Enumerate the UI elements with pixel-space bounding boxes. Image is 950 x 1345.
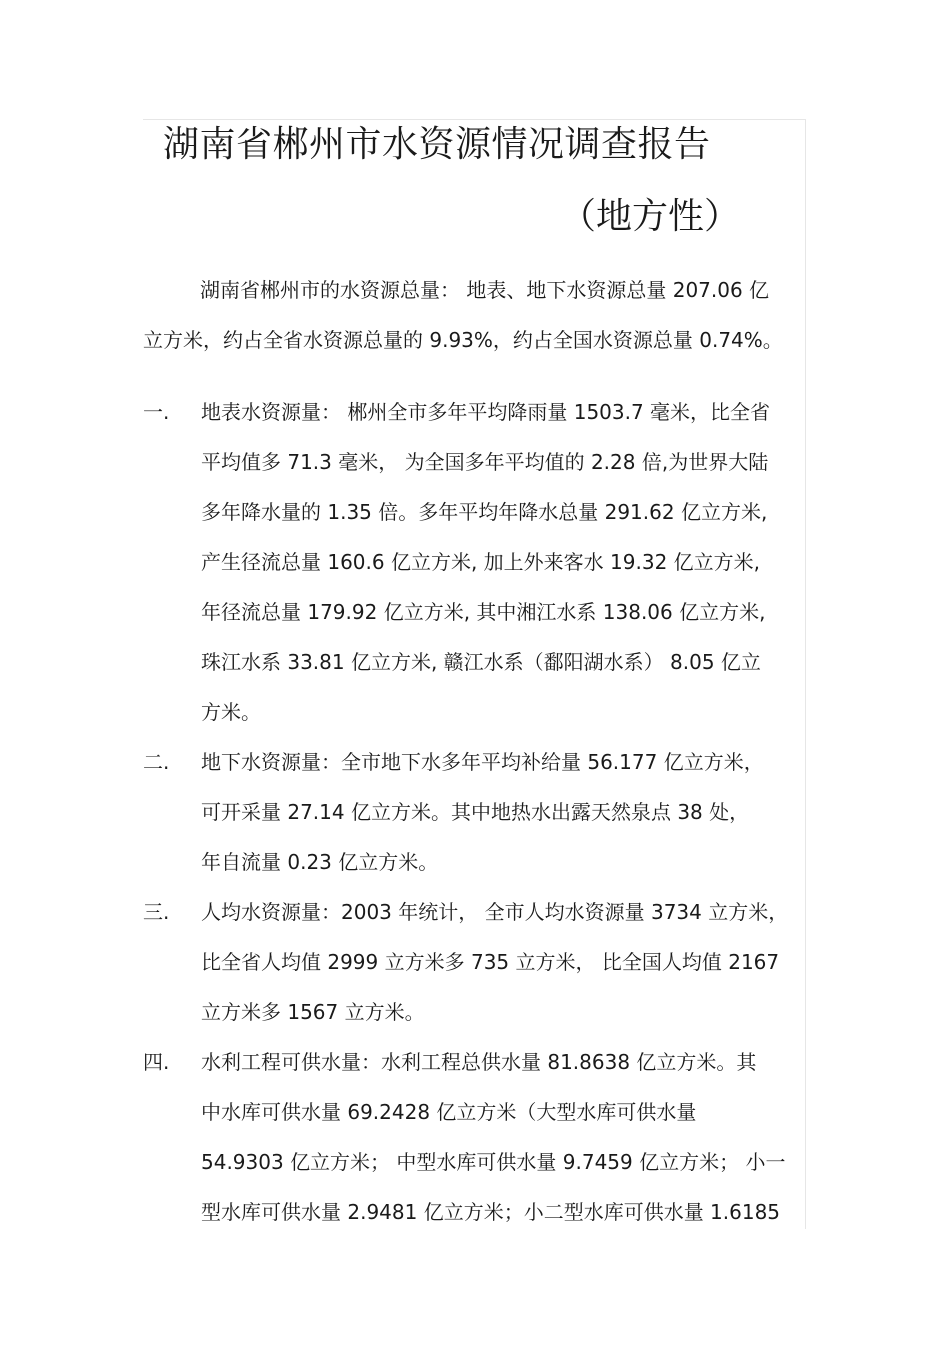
section-line: 地下水资源量：全市地下水多年平均补给量 56.177 亿立方米， bbox=[201, 750, 764, 774]
section-line: 珠江水系 33.81 亿立方米, 赣江水系（鄱阳湖水系） 8.05 亿立 bbox=[201, 650, 761, 674]
section-line: 方米。 bbox=[201, 700, 261, 724]
intro-line: 立方米，约占全省水资源总量的 9.93%，约占全国水资源总量 0.74%。 bbox=[143, 328, 783, 352]
section-number: 四. bbox=[143, 1050, 170, 1074]
section-item bbox=[143, 387, 808, 737]
section-line: 年自流量 0.23 亿立方米。 bbox=[201, 850, 439, 874]
document-subtitle: （地方性） bbox=[560, 196, 741, 237]
section-line: 比全省人均值 2999 立方米多 735 立方米， 比全国人均值 2167 bbox=[201, 950, 780, 974]
section-line: 可开采量 27.14 亿立方米。其中地热水出露天然泉点 38 处， bbox=[201, 800, 750, 824]
section-line: 中水库可供水量 69.2428 亿立方米（大型水库可供水量 bbox=[201, 1100, 697, 1124]
section-line: 型水库可供水量 2.9481 亿立方米；小二型水库可供水量 1.6185 bbox=[201, 1200, 781, 1224]
section-line: 多年降水量的 1.35 倍。多年平均年降水总量 291.62 亿立方米, bbox=[201, 500, 768, 524]
intro-paragraph bbox=[143, 265, 808, 365]
section-list bbox=[143, 387, 808, 1237]
section-item bbox=[143, 887, 808, 1037]
section-item bbox=[143, 1037, 808, 1237]
section-line: 立方米多 1567 立方米。 bbox=[201, 1000, 425, 1024]
section-number: 一. bbox=[143, 400, 170, 424]
section-line: 产生径流总量 160.6 亿立方米, 加上外来客水 19.32 亿立方米, bbox=[201, 550, 761, 574]
section-line: 人均水资源量：2003 年统计， 全市人均水资源量 3734 立方米， bbox=[201, 900, 789, 924]
section-number: 三. bbox=[143, 900, 170, 924]
intro-line: 湖南省郴州市的水资源总量： 地表、地下水资源总量 207.06 亿 bbox=[200, 278, 770, 302]
section-line: 年径流总量 179.92 亿立方米, 其中湘江水系 138.06 亿立方米, bbox=[201, 600, 766, 624]
section-line: 水利工程可供水量：水利工程总供水量 81.8638 亿立方米。其 bbox=[201, 1050, 757, 1074]
section-line: 地表水资源量： 郴州全市多年平均降雨量 1503.7 毫米，比全省 bbox=[201, 400, 771, 424]
section-item bbox=[143, 737, 808, 887]
document-title: 湖南省郴州市水资源情况调查报告 bbox=[163, 124, 711, 165]
section-number: 二. bbox=[143, 750, 170, 774]
section-line: 平均值多 71.3 毫米， 为全国多年平均值的 2.28 倍,为世界大陆 bbox=[201, 450, 769, 474]
section-line: 54.9303 亿立方米； 中型水库可供水量 9.7459 亿立方米； 小一 bbox=[201, 1150, 786, 1174]
